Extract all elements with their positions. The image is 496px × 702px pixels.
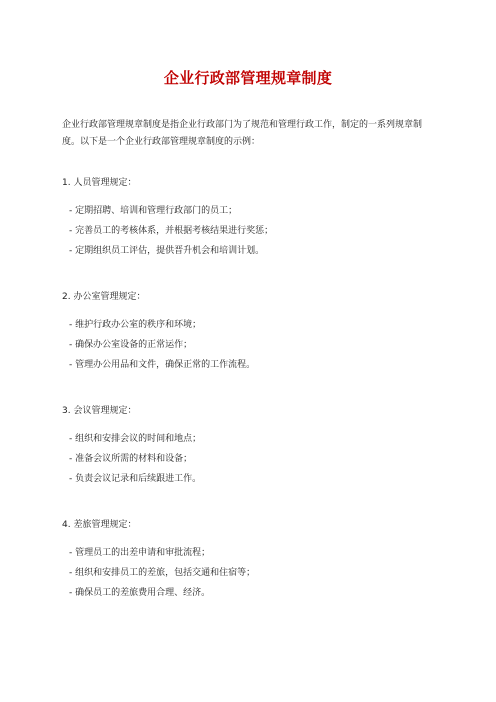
section-meeting <box>62 405 442 493</box>
list-item: - 负责会议记录和后续跟进工作。 <box>69 474 202 484</box>
section-office <box>62 291 442 379</box>
section-heading: 4. 差旅管理规定： <box>62 520 137 530</box>
section-personnel <box>62 177 442 265</box>
list-item: - 组织和安排员工的差旅，包括交通和住宿等； <box>69 568 256 578</box>
list-item: - 维护行政办公室的秩序和环境； <box>69 320 202 330</box>
list-item: - 定期招聘、培训和管理行政部门的员工； <box>69 206 238 216</box>
section-heading: 1. 人员管理规定： <box>62 178 137 188</box>
section-heading: 2. 办公室管理规定： <box>62 292 146 302</box>
intro-paragraph: 企业行政部管理规章制度是指企业行政部门为了规范和管理行政工作，制定的一系列规章制度。以下是一个企业行政部管理规章制度的示例： <box>62 120 423 147</box>
list-item: - 确保员工的差旅费用合理、经济。 <box>69 588 211 598</box>
list-item: - 管理员工的出差申请和审批流程； <box>69 548 211 558</box>
list-item: - 准备会议所需的材料和设备； <box>69 454 193 464</box>
list-item: - 完善员工的考核体系，并根据考核结果进行奖惩； <box>69 226 274 236</box>
document-title: 企业行政部管理规章制度 <box>163 69 333 87</box>
list-item: - 确保办公室设备的正常运作； <box>69 340 193 350</box>
list-item: - 管理办公用品和文件，确保正常的工作流程。 <box>69 360 256 370</box>
section-heading: 3. 会议管理规定： <box>62 406 137 416</box>
list-item: - 定期组织员工评估，提供晋升机会和培训计划。 <box>69 246 265 256</box>
list-item: - 组织和安排会议的时间和地点； <box>69 434 202 444</box>
section-travel <box>62 519 442 607</box>
